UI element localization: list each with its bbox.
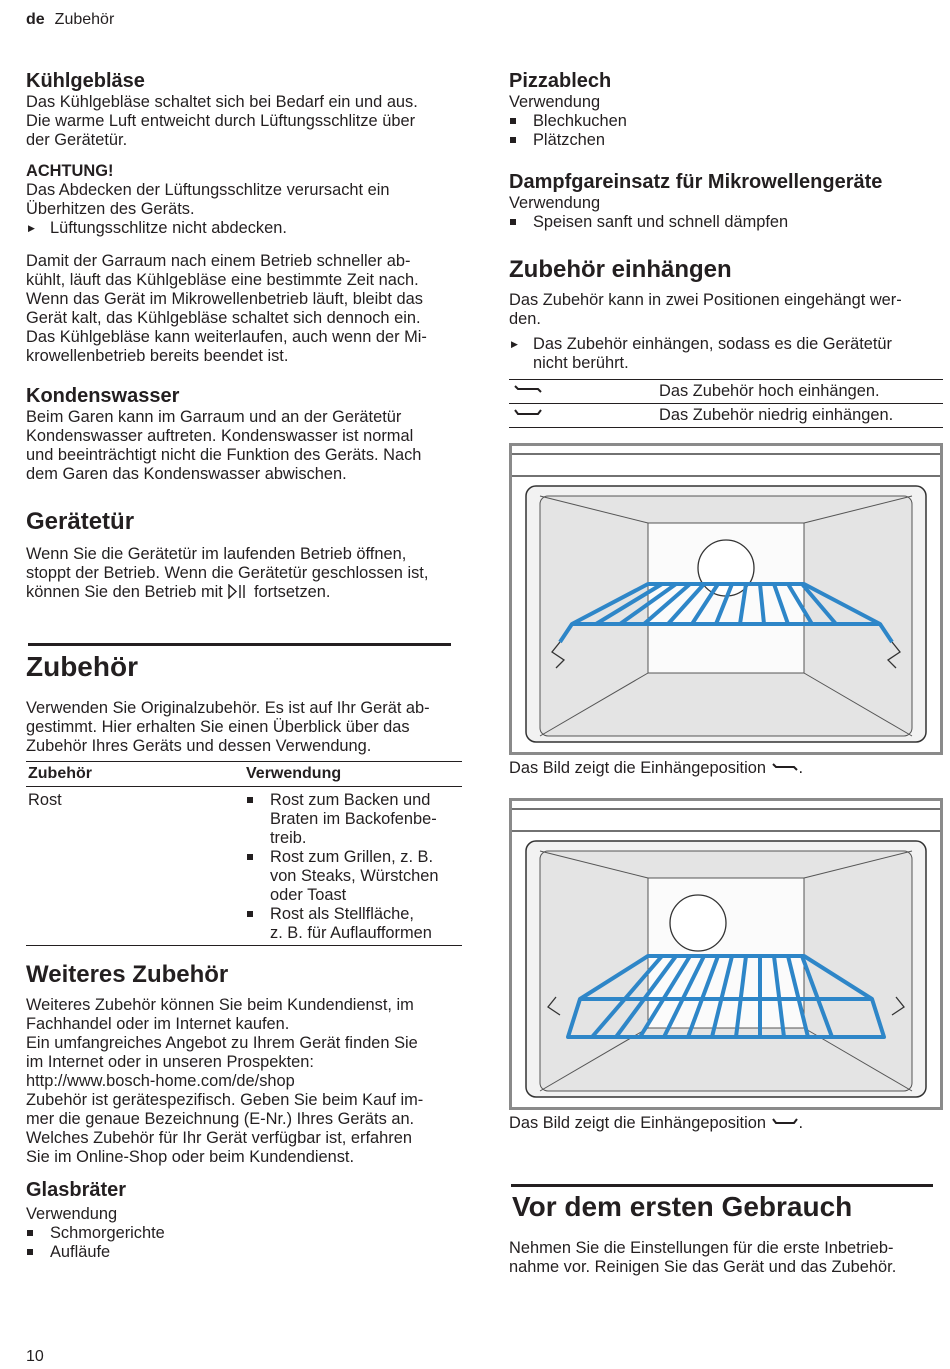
heading-glasbraeter: Glasbräter — [26, 1179, 127, 1201]
heading-zubehoer: Zubehör — [26, 651, 138, 682]
header-section: Zubehör — [54, 11, 115, 28]
weiteres-line-2: Fachhandel oder im Internet kaufen. — [26, 1015, 290, 1033]
warning-line-1: Das Abdecken der Lüftungsschlitze verursacht ein — [26, 181, 390, 199]
weiteres-line-4: im Internet oder in unseren Prospekten: — [26, 1053, 314, 1071]
warning-line-2: Überhitzen des Geräts. — [26, 200, 195, 218]
section-zubehoer — [26, 650, 462, 946]
dampf-usage-label: Verwendung — [509, 194, 601, 212]
einh-step: ▶ Das Zubehör einhängen, sodass es die Gerätetür nicht berührt. — [511, 335, 892, 372]
heading-pizzablech: Pizzablech — [509, 70, 612, 92]
oven-illustration-low — [512, 801, 940, 1107]
heading-geraetetuer: Gerätetür — [26, 508, 135, 535]
position-table — [509, 379, 943, 428]
heading-dampfgareinsatz: Dampfgareinsatz für Mikrowellengeräte — [509, 171, 883, 193]
language-code: de — [26, 11, 45, 28]
caption-low: Das Bild zeigt die Einhängeposition . — [509, 1114, 804, 1132]
heading-weiteres-zubehoer: Weiteres Zubehör — [26, 961, 229, 988]
kuehl-p2-5: Das Kühlgebläse kann weiterlaufen, auch wenn der Mi- — [26, 328, 427, 346]
weiteres-line-1: Weiteres Zubehör können Sie beim Kundendienst, im — [26, 996, 414, 1014]
section-kuehlgeblaese — [26, 69, 462, 366]
step-arrow-icon: ▶ — [28, 223, 35, 233]
weiteres-line-6: Zubehör ist gerätespezifisch. Geben Sie beim Kauf im- — [26, 1091, 424, 1109]
zubehoer-line-1: Verwenden Sie Originalzubehör. Es ist auf Ihr Gerät ab- — [26, 699, 430, 717]
kuehl-p2-1: Damit der Garraum nach einem Betrieb schneller ab- — [26, 252, 411, 270]
list-item: Aufläufe — [26, 1243, 462, 1262]
chapter-rule-vor-dem-ersten-gebrauch — [511, 1184, 933, 1187]
table-header-row — [26, 762, 462, 787]
tuer-line-1: Wenn Sie die Gerätetür im laufenden Betrieb öffnen, — [26, 545, 407, 563]
oven-illustration-high — [512, 446, 940, 752]
table-row — [509, 380, 943, 404]
section-vor-dem-ersten-gebrauch — [509, 1190, 943, 1277]
list-item: Rost als Stellfläche, z. B. für Auflaufformen — [246, 905, 460, 943]
weiteres-line-8: Welches Zubehör für Ihr Gerät verfügbar ist, erfahren — [26, 1129, 412, 1147]
warning-title: ACHTUNG! — [26, 162, 114, 180]
col-header-verwendung: Verwendung — [244, 762, 462, 787]
accessory-name: Rost — [26, 787, 244, 946]
weiteres-line-7: mer die genaue Bezeichnung (E-Nr.) Ihres Geräts an. — [26, 1110, 415, 1128]
einh-line-2: den. — [509, 310, 541, 328]
pizza-usage-label: Verwendung — [509, 93, 601, 111]
oven-figure-high — [509, 443, 943, 755]
usage-list — [246, 791, 460, 943]
list-item: Rost zum Backen und Braten im Backofenbe- treib. — [246, 791, 460, 848]
caption-high: Das Bild zeigt die Einhängeposition . — [509, 759, 804, 777]
low-position-icon — [771, 1116, 799, 1128]
kuehl-line-2: Die warme Luft entweicht durch Lüftungsschlitze über — [26, 112, 416, 130]
kuehl-p2-2: kühlt, läuft das Kühlgebläse eine bestimmte Zeit nach. — [26, 271, 419, 289]
section-zubehoer-einhaengen — [509, 255, 943, 428]
heading-zubehoer-einhaengen: Zubehör einhängen — [509, 256, 732, 283]
kondens-line-1: Beim Garen kann im Garraum und an der Gerätetür — [26, 408, 402, 426]
kondens-line-3: und beeinträchtigt nicht die Funktion des Geräts. Nach — [26, 446, 422, 464]
zubehoer-line-2: gestimmt. Hier erhalten Sie einen Überblick über das — [26, 718, 410, 736]
play-pause-icon — [227, 584, 249, 599]
col-header-zubehoer: Zubehör — [26, 762, 244, 787]
section-weiteres-zubehoer — [26, 960, 462, 1167]
kondens-line-4: dem Garen das Kondenswasser abwischen. — [26, 465, 347, 483]
table-row — [509, 404, 943, 428]
heading-kuehlgeblaese: Kühlgebläse — [26, 70, 145, 92]
kuehl-p2-6: krowellenbetrieb bereits beendet ist. — [26, 347, 289, 365]
kuehl-p2-4: Gerät kalt, das Kühlgebläse schaltet sich dennoch ein. — [26, 309, 421, 327]
heading-kondenswasser: Kondenswasser — [26, 385, 180, 407]
page-number: 10 — [26, 1348, 44, 1365]
tuer-line-2: stoppt der Betrieb. Wenn die Gerätetür geschlossen ist, — [26, 564, 429, 582]
pizza-usage-list — [509, 112, 943, 150]
kuehl-line-1: Das Kühlgebläse schaltet sich bei Bedarf ein und aus. — [26, 93, 418, 111]
list-item: Blechkuchen — [509, 112, 943, 131]
kondens-line-2: Kondenswasser auftreten. Kondenswasser ist normal — [26, 427, 414, 445]
low-position-icon — [513, 406, 543, 420]
vor-line-2: nahme vor. Reinigen Sie das Gerät und das Zubehör. — [509, 1258, 897, 1276]
weiteres-line-9: Sie im Online-Shop oder beim Kundendienst. — [26, 1148, 355, 1166]
list-item: Rost zum Grillen, z. B. von Steaks, Würstchen oder Toast — [246, 848, 460, 905]
heading-vor-dem-ersten-gebrauch: Vor dem ersten Gebrauch — [512, 1191, 853, 1222]
list-item: Speisen sanft und schnell dämpfen — [509, 213, 943, 232]
vor-line-1: Nehmen Sie die Einstellungen für die erste Inbetrieb- — [509, 1239, 894, 1257]
oven-figure-low — [509, 798, 943, 1110]
shop-url: http://www.bosch-home.com/de/shop — [26, 1072, 295, 1090]
einh-line-1: Das Zubehör kann in zwei Positionen eingehängt wer- — [509, 291, 902, 309]
page-header — [26, 11, 114, 29]
weiteres-line-3: Ein umfangreiches Angebot zu Ihrem Gerät finden Sie — [26, 1034, 418, 1052]
section-dampfgareinsatz — [509, 170, 943, 232]
zubehoer-line-3: Zubehör Ihres Geräts und dessen Verwendung. — [26, 737, 372, 755]
kuehl-line-3: der Gerätetür. — [26, 131, 128, 149]
glas-usage-list — [26, 1224, 462, 1262]
list-item: Plätzchen — [509, 131, 943, 150]
section-pizzablech — [509, 69, 943, 150]
list-item: Schmorgerichte — [26, 1224, 462, 1243]
chapter-rule-zubehoer — [28, 643, 451, 646]
high-position-icon — [771, 761, 799, 773]
kuehl-p2-3: Wenn das Gerät im Mikrowellenbetrieb läuft, bleibt das — [26, 290, 423, 308]
table-row — [26, 787, 462, 946]
accessory-table — [26, 761, 462, 946]
tuer-line-3: können Sie den Betrieb mit fortsetzen. — [26, 583, 331, 601]
section-kondenswasser — [26, 384, 462, 484]
step-arrow-icon: ▶ — [511, 339, 518, 349]
high-position-icon — [513, 382, 543, 396]
position-low-text: Das Zubehör niedrig einhängen. — [655, 404, 943, 428]
dampf-usage-list — [509, 213, 943, 232]
glas-usage-label: Verwendung — [26, 1205, 118, 1223]
position-high-text: Das Zubehör hoch einhängen. — [655, 380, 943, 404]
warning-step: ▶ Lüftungsschlitze nicht abdecken. — [28, 219, 287, 237]
section-geraetetuer — [26, 507, 462, 602]
section-glasbraeter — [26, 1178, 462, 1262]
